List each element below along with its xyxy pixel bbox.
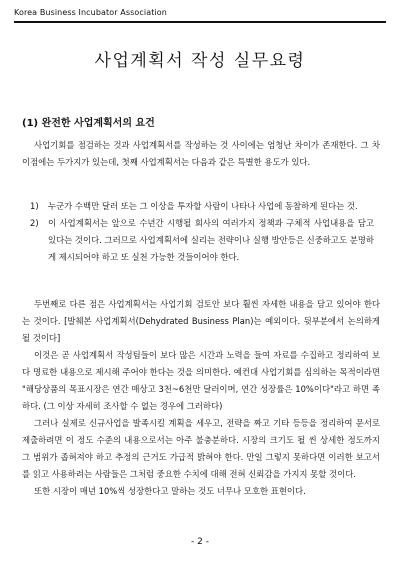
intro-paragraph: 사업기회를 점검하는 것과 사업계획서를 작성하는 것 사이에는 엄청난 차이가 존재한다. 그 차이점에는 두가지가 있는데, 첫째 사업계획서는 다음과 같은 특별한 용도가 있다.	[22, 140, 380, 167]
section-heading: (1) 완전한 사업계획서의 요건	[22, 118, 155, 129]
requirements-list	[30, 198, 374, 266]
list-item-text: 누군가 수백만 달러 또는 그 이상을 투자할 사람이 나타나 사업에 동참하게 된다는 것.	[48, 201, 358, 211]
page-number: - 2 -	[191, 537, 209, 547]
paragraph: 그러나 실제로 신규사업을 발족시킬 계획을 세우고, 전략을 짜고 기타 등등을 정리하여 문서로 제출하려면 이 정도 수준의 내용으로서는 아주 불충분하다. 시장의 크기도 될 씬 상세한 정도까지 그 범위가 좁혀져야 하고 추정의 근거도 가급적 밝혀야 한다. 만일 그렇지 못하다면 이러한 보고서를 읽고 사용하려는 사람들은 그처럼 중요한 수치에 대해 전혀 신뢰감을 가지지 못할 것이다.	[22, 418, 380, 479]
list-item	[30, 215, 374, 266]
paragraph: 두번째로 다른 점은 사업계획서는 사업기회 검토안 보다 훨씬 자세한 내용을 담고 있어야 한다는 것이다. [발췌본 사업계획서(Dehydrated Business Plan)는 예외이다. 뒷부분에서 논의하게 될 것이다]	[22, 299, 380, 343]
list-item	[30, 198, 374, 215]
intro-paragraph-block	[22, 137, 380, 171]
list-item-number: 2)	[30, 218, 39, 228]
page-title: 사업계획서 작성 실무요령	[94, 51, 306, 71]
list-item-number: 1)	[30, 201, 39, 211]
body-paragraphs	[22, 296, 380, 500]
paragraph: 이것은 곧 사업계획서 작성팀들이 보다 많은 시간과 노력을 들여 자료를 수집하고 정리하여 보다 명료한 내용으로 제시해 주어야 한다는 것을 의미한다. 예컨대 사업기회를 심의하는 목적이라면 "해당상품의 목표시장은 연간 매상고 3천~6천만 달러이며, 연간 성장률은 10%이다"라고 하면 족하다. (그 이상 자세히 조사할 수 없는 경우에 그러하다)	[22, 350, 380, 411]
paragraph: 또한 시장이 매년 10%씩 성장한다고 말하는 것도 너무나 모호한 표현이다.	[34, 486, 306, 496]
list-item-text: 이 사업계획서는 앞으로 수년간 시행될 회사의 여러가지 정책과 구체적 사업내용을 담고 있다는 것이다. 그러므로 사업계획서에 실리는 전략이나 실행 방안등은 신중하고도 분명하게 제시되어야 하고 또 실천 가능한 것들이어야 한다.	[48, 218, 374, 262]
header-rule	[14, 21, 386, 23]
header-association: Korea Business Incubator Association	[14, 8, 167, 17]
